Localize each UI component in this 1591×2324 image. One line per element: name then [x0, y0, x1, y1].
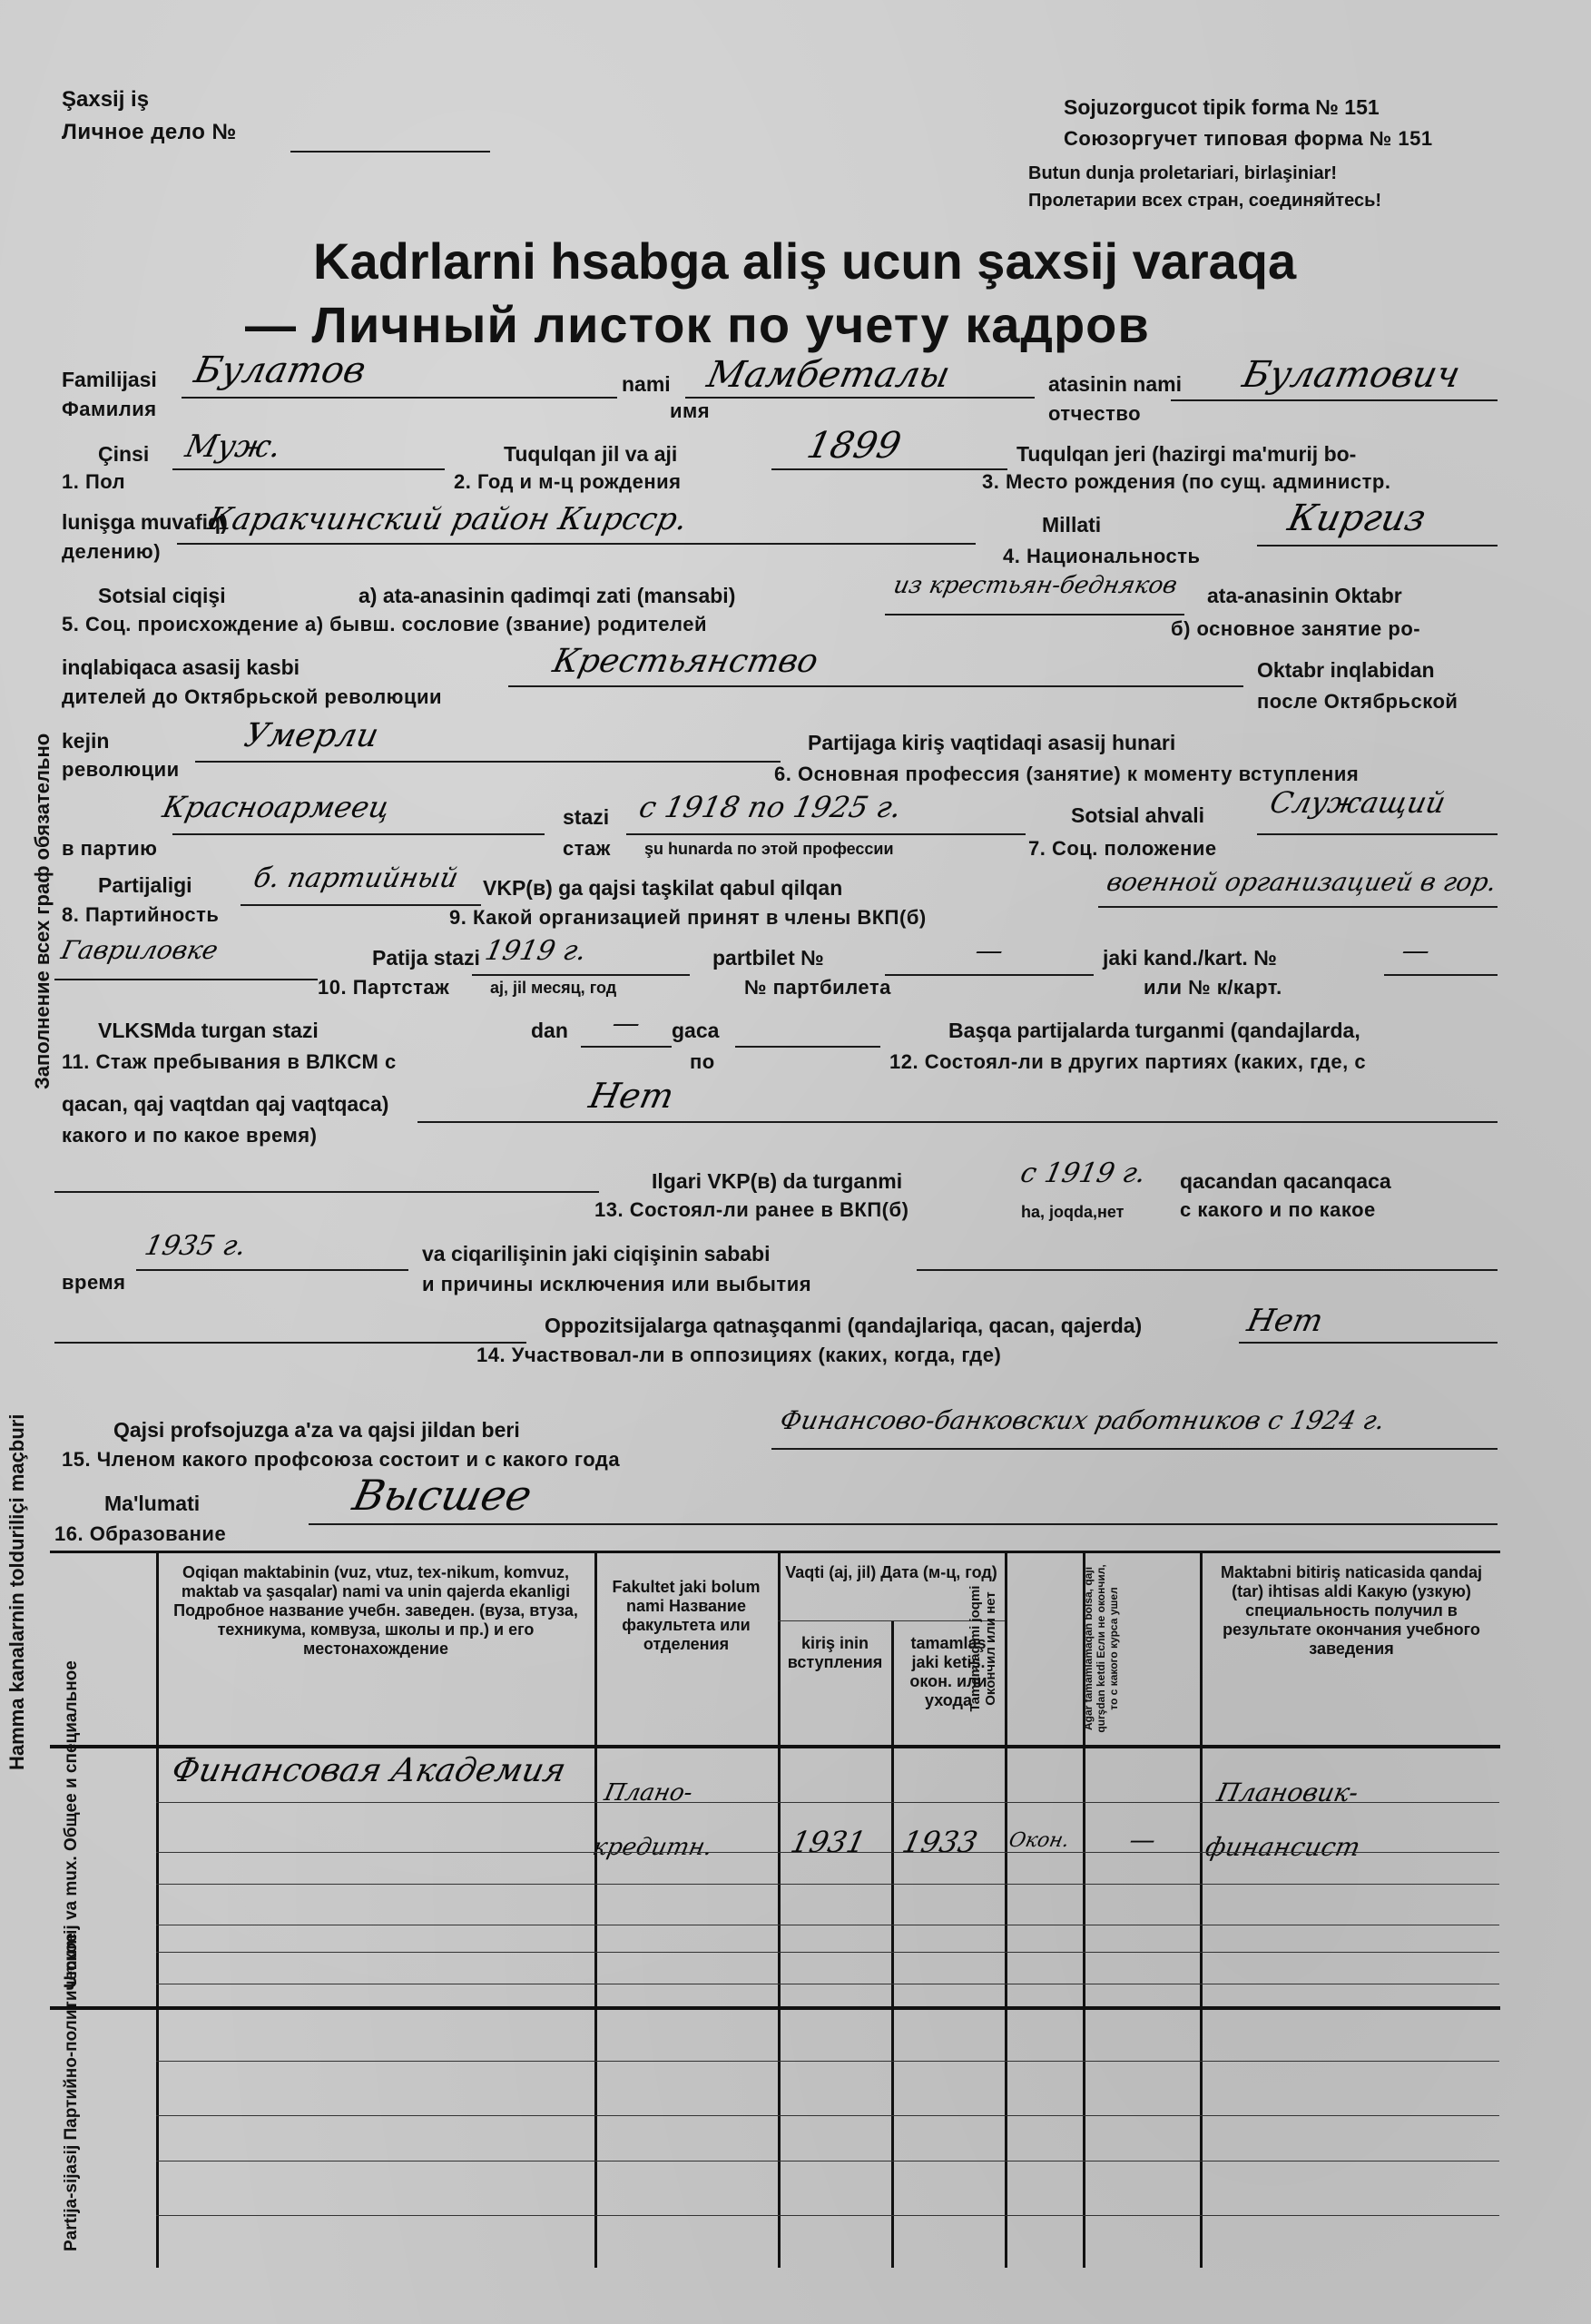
birth-year-value: 1899 — [803, 425, 905, 467]
table-col-divider-4 — [891, 1620, 894, 2268]
other-parties-value: Нет — [585, 1076, 678, 1116]
education-line — [309, 1523, 1498, 1525]
side-note-ru: Заполнение всех граф обязательно — [31, 733, 54, 1089]
education-value: Высшее — [349, 1471, 536, 1520]
former-when-label-uz: qacandan qacanqaca — [1180, 1169, 1391, 1193]
row-completed-value: Окон. — [1007, 1829, 1072, 1852]
page-title-uz: Kadrlarni hsabga aliş ucun şaxsij varaqa — [313, 232, 1297, 290]
form-number-uz: Sojuzorgucot tipik forma № 151 — [1064, 95, 1380, 119]
stazi-note: şu hunarda по этой профессии — [644, 840, 894, 858]
sex-label-ru: 1. Пол — [62, 470, 126, 493]
other-parties-when-label-uz: qacan, qaj vaqtdan qaj vaqtqaca) — [62, 1092, 389, 1116]
table-ruling-line — [156, 2215, 1499, 2216]
vlksm-from-line — [581, 1046, 672, 1048]
header-entry: kiriş inin вступления — [787, 1634, 883, 1671]
after-rev-value: Умерли — [241, 717, 382, 754]
row-entry-value: 1931 — [787, 1825, 869, 1859]
row-not-completed-value: — — [1126, 1825, 1159, 1855]
org-line — [1098, 906, 1498, 908]
sex-label-uz: Çinsi — [98, 442, 150, 466]
stazi-value: с 1918 по 1925 г. — [635, 790, 905, 824]
partstaz-label-uz: Patija stazi — [372, 946, 480, 970]
org-value: военной организацией в гор. — [1104, 867, 1500, 897]
birthplace-value: Каракчинский район Кирсср. — [204, 501, 691, 537]
partbilet-label-uz: partbilet № — [712, 946, 824, 970]
table-ruling-line — [156, 2061, 1499, 2062]
kejin-label-uz: kejin — [62, 729, 110, 753]
before-rev-line — [508, 685, 1243, 687]
vlksm-gaca-label: gaca — [672, 1019, 720, 1042]
section-party-label: Partija-sijasij Партийно-политическое — [62, 1933, 81, 2251]
former-blank-line — [54, 1191, 599, 1193]
header-not-completed: Agar tamamlamaqan bolsa, qaji qurşdan ketdi Если не окончил, то с какого курса ушел — [1082, 1564, 1120, 1733]
other-parties-line — [417, 1121, 1498, 1123]
reason-label-ru: и причины исключения или выбытия — [422, 1273, 812, 1295]
row-school-value: Финансовая Академия — [168, 1752, 570, 1789]
patronymic-line — [1171, 399, 1498, 401]
opposition-line — [1239, 1342, 1498, 1344]
social-origin-value: из крестьян-бедняков — [890, 572, 1180, 599]
org-label-ru: 9. Какой организацией принят в члены ВКП(б) — [449, 906, 927, 929]
table-ruling-line — [156, 1852, 1499, 1853]
prof-label-uz: Partijaga kiriş vaqtidaqi asasij hunari — [808, 731, 1176, 754]
opposition-blank-line — [54, 1342, 526, 1344]
social-label-ru: 5. Соц. происхождение а) бывш. сословие (звание) родителей — [62, 613, 707, 635]
slogan-uz: Butun dunja proletariari, birlaşiniar! — [1028, 163, 1338, 183]
prof-label-ru: 6. Основная профессия (занятие) к моменту вступления — [774, 763, 1360, 785]
table-header-bottom-border — [50, 1745, 1500, 1748]
union-value: Финансово-банковских работников с 1924 г. — [777, 1405, 1388, 1435]
partbilet-label-ru: № партбилета — [744, 976, 891, 999]
header-school: Oqiqan maktabinin (vuz, vtuz, tex-nikum, komvuz, maktab va şasqalar) nami va unin qajerda ekanligi Подробное название учебн. заведен. (вуза, втуза, техникума, комвуза, школы и пр.) и его местонахождение — [173, 1563, 578, 1658]
birthplace-label-uz: Tuqulqan jeri (hazirgi ma'murij bo- — [1016, 442, 1357, 466]
surname-label-ru: Фамилия — [62, 398, 157, 420]
birth-year-line — [771, 468, 1007, 470]
nation-line — [1257, 545, 1498, 547]
patronymic-label-ru: отчество — [1048, 402, 1142, 425]
header-completed: Tamamladimi joqmi Окончил или нет — [967, 1585, 998, 1712]
header-finish: tamamlaş jaki ketiş. окон. или ухода — [909, 1634, 987, 1709]
party-label-uz: Partijaligi — [98, 873, 192, 897]
partstaz-value: 1919 г. — [482, 935, 590, 967]
party-value: б. партийный — [250, 862, 462, 894]
org-continued-line — [54, 979, 318, 980]
side-note-uz: Hamma kanalarnin tolduriliçi maçburi — [5, 1413, 28, 1770]
former-label-uz: Ilgari VKP(в) da turganmi — [652, 1169, 903, 1193]
birthplace-line — [177, 543, 976, 545]
page-title-ru: — Личный листок по учету кадров — [245, 296, 1150, 353]
row-specialty-value: Плановик-финансист — [1203, 1777, 1363, 1862]
personal-file-label-uz: Şaxsij iş — [62, 87, 150, 112]
partbilet-line — [885, 974, 1094, 976]
name-label-ru: имя — [670, 399, 711, 422]
stazi-label-ru: стаж — [563, 837, 611, 860]
social-origin-line — [885, 614, 1184, 615]
opposition-label-ru: 14. Участвовал-ли в оппозициях (каких, когда, где) — [476, 1344, 1002, 1366]
before-rev-label-ru: дителей до Октябрьской революции — [62, 685, 443, 708]
name-label-uz: nami — [622, 372, 671, 396]
social-b-label-ru: б) основное занятие ро- — [1171, 617, 1421, 640]
vlksm-label-ru: 11. Стаж пребывания в ВЛКСМ с — [62, 1050, 397, 1073]
vlksm-to-line — [735, 1046, 880, 1048]
education-label-ru: 16. Образование — [54, 1522, 227, 1545]
opposition-value: Нет — [1243, 1303, 1327, 1339]
time-line — [136, 1269, 408, 1271]
cand-value: — — [1399, 935, 1433, 967]
former-label-ru: 13. Состоял-ли ранее в ВКП(б) — [594, 1198, 909, 1221]
former-note: ha, joqda,нет — [1021, 1203, 1125, 1221]
status-label-uz: Sotsial ahvali — [1071, 803, 1205, 827]
header-specialty: Maktabni bitiriş naticasida qandaj (tar) ihtisas aldi Какую (узкую) специальность получил в результате окончания учебного заведения — [1220, 1563, 1483, 1658]
union-label-uz: Qajsi profsojuzga a'za va qajsi jildan beri — [113, 1418, 520, 1442]
table-ruling-line — [156, 1884, 1499, 1885]
opposition-label-uz: Oppozitsijalarga qatnaşqanmi (qandajlariqa, qacan, qajerda) — [545, 1314, 1143, 1337]
org-value-continued: Гавриловке — [58, 935, 221, 965]
division-label-uz: lunişga muvafiq) — [62, 510, 228, 534]
surname-value: Булатов — [191, 350, 370, 391]
social-a-label-uz: a) ata-anasinin qadimqi zati (mansabi) — [358, 584, 736, 607]
table-top-border — [50, 1551, 1500, 1553]
party-label-ru: 8. Партийность — [62, 903, 220, 926]
form-number-ru: Союзоргучет типовая форма № 151 — [1064, 127, 1433, 150]
after-rev-line — [195, 761, 781, 763]
personal-file-label-ru: Личное дело № — [62, 120, 237, 144]
surname-line — [182, 397, 617, 399]
social-b-label-uz: ata-anasinin Oktabr — [1207, 584, 1402, 607]
vlksm-po-label: по — [690, 1050, 715, 1073]
status-label-ru: 7. Соц. положение — [1028, 837, 1217, 860]
social-label-uz: Sotsial ciqişi — [98, 584, 226, 607]
education-label-uz: Ma'lumati — [104, 1492, 201, 1515]
partstaz-line — [472, 974, 690, 976]
after-rev-label-ru: после Октябрьской — [1257, 690, 1458, 713]
surname-label-uz: Familijasi — [62, 368, 157, 391]
other-parties-label-uz: Başqa partijalarda turganmi (qandajlarda, — [948, 1019, 1360, 1042]
cand-label-uz: jaki kand./kart. № — [1103, 946, 1277, 970]
cand-label-ru: или № к/карт. — [1144, 976, 1282, 999]
after-rev-label-uz: Oktabr inqlabidan — [1257, 658, 1435, 682]
header-faculty: Fakultet jaki bolum nami Название факультета или отделения — [612, 1578, 761, 1653]
reason-label-uz: va ciqarilişinin jaki ciqişinin sababi — [422, 1242, 771, 1265]
vlksm-dan-label: dan — [531, 1019, 568, 1042]
sex-line — [172, 468, 445, 470]
before-rev-value: Крестьянство — [549, 643, 821, 680]
table-ruling-line — [156, 1952, 1499, 1953]
reason-line — [917, 1269, 1498, 1271]
status-line — [1257, 833, 1498, 835]
slogan-ru: Пролетарии всех стран, соединяйтесь! — [1028, 191, 1382, 211]
party-line — [241, 904, 481, 906]
union-line — [771, 1448, 1498, 1450]
row-finish-value: 1933 — [899, 1825, 981, 1859]
time-value: 1935 г. — [142, 1230, 250, 1262]
prof-line — [172, 833, 545, 835]
former-value: с 1919 г. — [1017, 1157, 1149, 1189]
cand-line — [1384, 974, 1498, 976]
vlksm-label-uz: VLKSMda turgan stazi — [98, 1019, 319, 1042]
table-ruling-line — [156, 1802, 1499, 1803]
stazi-line — [626, 833, 1026, 835]
partstaz-note: aj, jil месяц, год — [490, 979, 617, 997]
partbilet-value: — — [972, 935, 1007, 967]
party-entry-label-ru: в партию — [62, 837, 158, 860]
former-when-label-ru: с какого и по какое — [1180, 1198, 1376, 1221]
section-general-label: Umumij va mux. Общее и специальное — [62, 1660, 81, 1988]
birthplace-label-ru: 3. Место рождения (по сущ. администр. — [982, 470, 1391, 493]
vlksm-value: — — [609, 1008, 643, 1039]
table-ruling-line — [156, 2115, 1499, 2116]
stazi-label-uz: stazi — [563, 805, 610, 829]
other-parties-label-ru: 12. Состоял-ли в других партиях (каких, где, с — [889, 1050, 1367, 1073]
table-ruling-line — [156, 2161, 1499, 2162]
time-label-ru: время — [62, 1271, 126, 1294]
patronymic-label-uz: atasinin nami — [1048, 372, 1182, 396]
personal-file-number-line — [290, 151, 490, 153]
status-value: Служащий — [1266, 785, 1449, 820]
prof-value: Красноармеец — [159, 790, 393, 824]
nation-label-ru: 4. Национальность — [1003, 545, 1201, 567]
row-faculty-value: Плано-кредитн. — [590, 1779, 715, 1861]
before-rev-label-uz: inqlabiqaca asasij kasbi — [62, 655, 300, 679]
nation-label-uz: Millati — [1042, 513, 1102, 537]
header-dates: Vaqti (aj, jil) Дата (м-ц, год) — [785, 1563, 997, 1581]
birth-year-label-uz: Tuqulqan jil va aji — [504, 442, 678, 466]
partstaz-label-ru: 10. Партстаж — [318, 976, 450, 999]
sex-value: Муж. — [182, 428, 285, 465]
union-label-ru: 15. Членом какого профсоюза состоит и с какого года — [62, 1448, 621, 1471]
other-parties-when-label-ru: какого и по какое время) — [62, 1124, 318, 1147]
birth-year-label-ru: 2. Год и м-ц рождения — [454, 470, 682, 493]
org-label-uz: VKP(в) ga qajsi taşkilat qabul qilqan — [483, 876, 843, 900]
division-label-ru: делению) — [62, 540, 162, 563]
nation-value: Киргиз — [1284, 497, 1430, 539]
kejin-label-ru: революции — [62, 758, 180, 781]
table-section-divider — [50, 2006, 1500, 2010]
patronymic-value: Булатович — [1239, 354, 1464, 396]
name-line — [685, 397, 1035, 399]
name-value: Мамбеталы — [703, 354, 954, 396]
